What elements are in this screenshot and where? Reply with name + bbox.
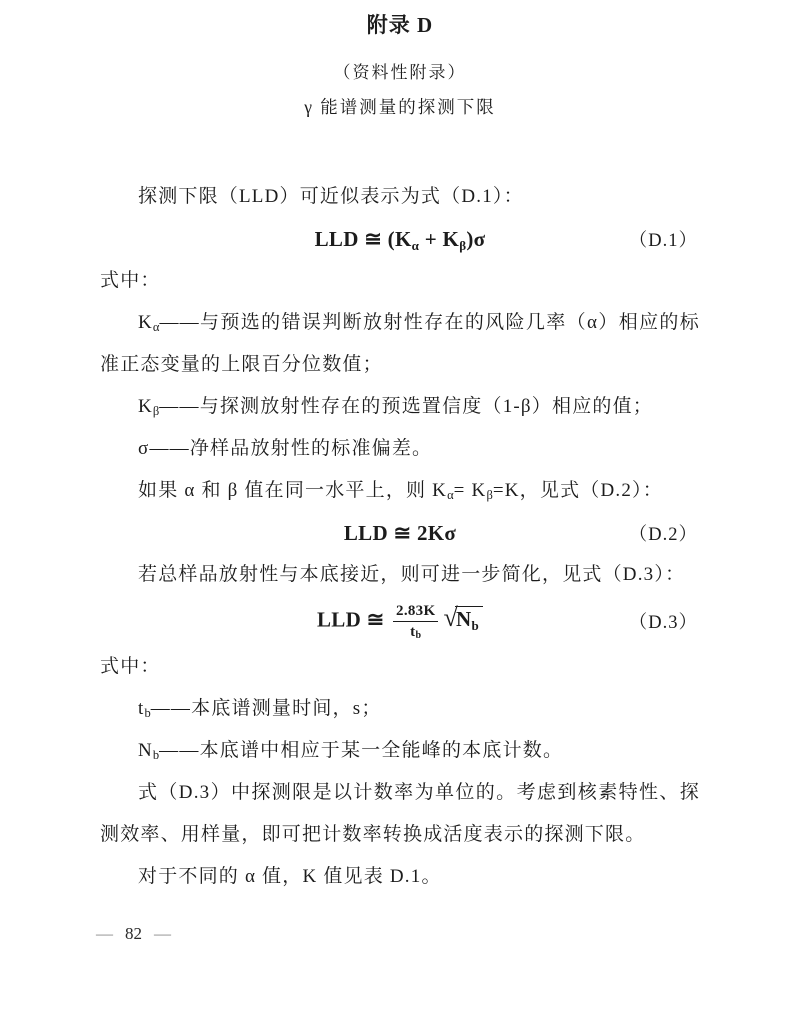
- paragraph-where-2: 式中：: [100, 656, 161, 677]
- subscript-beta: β: [459, 237, 467, 253]
- formula-d3-expression: LLD ≅ $\frac{2.83K}{t_b}$ $√N_b$: [317, 602, 483, 641]
- subscript-b: b: [471, 617, 480, 633]
- square-root-sign: √: [443, 602, 459, 632]
- paragraph-k-table-ref: 对于不同的 α 值，K 值见表 D.1。: [138, 866, 442, 887]
- formula-d2-number: （D.2）: [628, 525, 698, 545]
- text-column: [100, 0, 700, 898]
- fraction: $\frac{2.83K}{t_b}$: [393, 602, 438, 641]
- formula-d1-expression: LLD ≅ $(K_\alpha + K_\beta)\sigma$: [314, 226, 486, 253]
- formula-d2-expression: LLD ≅ 2Kσ: [343, 520, 457, 545]
- paragraph-simplify: 若总样品放射性与本底接近，则可进一步简化，见式（D.3）：: [138, 564, 686, 585]
- footer-right-dash: —: [154, 924, 171, 943]
- page-footer: [96, 924, 800, 944]
- footer-left-dash: —: [96, 924, 113, 943]
- definition-tb: $t_b——$本底谱测量时间，s；: [138, 698, 382, 720]
- page-number: 82: [125, 924, 142, 943]
- formula-d1-row: [100, 218, 700, 260]
- radicand: $N_b$: [455, 606, 483, 631]
- formula-d3-row: [100, 596, 700, 646]
- formula-d3-number: （D.3）: [628, 613, 698, 633]
- appendix-type-label: （资料性附录）: [333, 63, 467, 82]
- definition-k-beta: $K_\beta——$与探测放射性存在的预选置信度（1-β）相应的值；: [138, 396, 653, 418]
- formula-d2-row: [100, 512, 700, 554]
- definition-k-alpha: $K_\alpha——$与预选的错误判断放射性存在的风险几率（α）相应的标准正态变量的上限百分位数值；: [100, 312, 700, 375]
- appendix-subject-title: γ 能谱测量的探测下限: [304, 97, 496, 117]
- paragraph-units-note: 式（D.3）中探测限是以计数率为单位的。考虑到核素特性、探测效率、用样量，即可把计数率转换成活度表示的探测下限。: [100, 782, 700, 845]
- subscript-b: b: [415, 629, 422, 641]
- subscript-alpha: α: [411, 237, 420, 253]
- definition-sigma: σ——净样品放射性的标准偏差。: [138, 438, 433, 459]
- formula-d1-number: （D.1）: [628, 231, 698, 251]
- appendix-title: 附录 D: [366, 13, 434, 37]
- paragraph-same-level: 如果 α 和 β 值在同一水平上，则 $K_\alpha= K_\beta=K$，见式（D.2）：: [138, 480, 663, 502]
- paragraph-intro-d1: 探测下限（LLD）可近似表示为式（D.1）：: [138, 186, 524, 207]
- definition-nb: $N_b——$本底谱中相应于某一全能峰的本底计数。: [138, 740, 564, 762]
- paragraph-where-1: 式中：: [100, 270, 161, 291]
